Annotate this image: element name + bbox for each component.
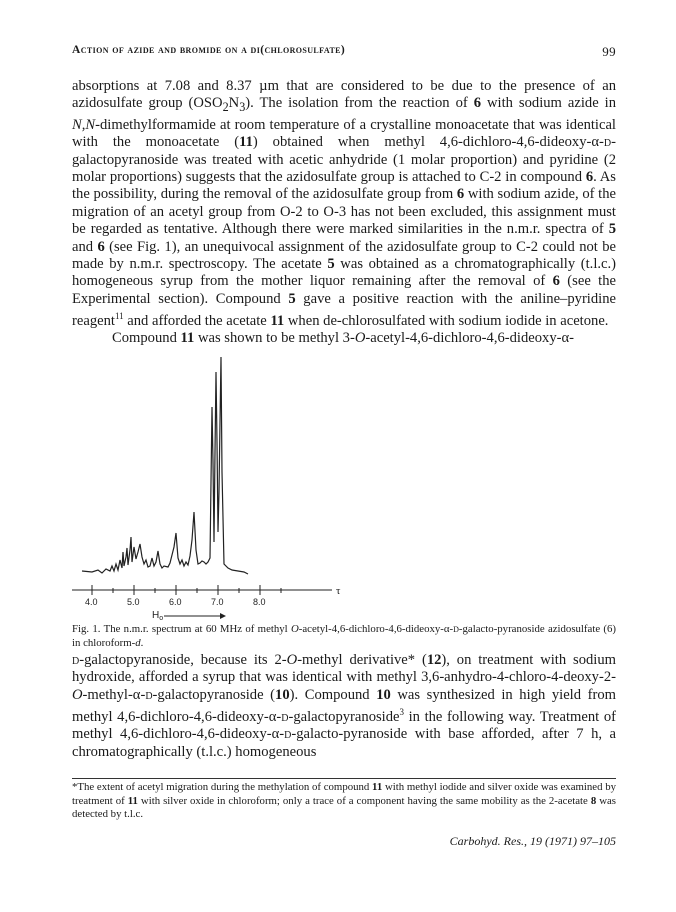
field-arrow-head bbox=[220, 613, 226, 619]
nmr-spectrum bbox=[72, 352, 616, 622]
tau-symbol: τ bbox=[336, 585, 341, 597]
spectrum-trace bbox=[82, 357, 248, 574]
field-label: $H_o$ bbox=[152, 610, 164, 622]
body-text-bottom bbox=[72, 652, 616, 761]
paragraph-3: d-galactopyranoside, because its 2-O-methyl derivative* (12), on treatment with sodium hydroxide, afforded a syrup that was identical with methyl 3,6-anhydro-4-chloro-4-deoxy-2-O-methyl-α-d-galactopyranoside (10). Compound 10 was synthesized in high yield from methyl 4,6-dichloro-4,6-dideoxy-α-d-galactopyranoside$^3$ in the following way. Treatment of methyl 4,6-dichloro-4,6-dideoxy-α-d-galacto-pyranoside with base afforded, after 7 h, a chromatographically (t.l.c.) homogeneous bbox=[72, 652, 617, 760]
footnote-rule bbox=[72, 778, 616, 779]
paragraph-2: Compound 11 was shown to be methyl 3-O-acetyl-4,6-dichloro-4,6-dideoxy-α- bbox=[112, 330, 575, 347]
journal-citation: Carbohyd. Res., 19 (1971) 97–105 bbox=[449, 834, 616, 848]
tick-label-5: 5.0 bbox=[127, 597, 140, 607]
tick-label-8: 8.0 bbox=[253, 597, 266, 607]
body-text-top bbox=[72, 78, 616, 348]
tick-label-7: 7.0 bbox=[211, 597, 224, 607]
figure-caption: Fig. 1. The n.m.r. spectrum at 60 MHz of methyl O-acetyl-4,6-dichloro-4,6-dideoxy-α-d-galacto-pyranoside azidosulfate (6) in chloroform-d. bbox=[72, 623, 616, 649]
running-head bbox=[72, 44, 616, 60]
tick-label-6: 6.0 bbox=[169, 597, 182, 607]
tick-label-4: 4.0 bbox=[85, 597, 98, 607]
page-number: 99 bbox=[602, 44, 616, 59]
running-title: Action of azide and bromide on a di(chlorosulfate) bbox=[72, 44, 346, 56]
footnote: *The extent of acetyl migration during the methylation of compound 11 with methyl iodide and silver oxide was examined by treatment of 11 with silver oxide in chloroform; only a trace of a component having the same mobility as the 2-acetate 8 was detected by t.l.c. bbox=[72, 781, 616, 820]
paragraph-1: absorptions at 7.08 and 8.37 µm that are considered to be due to the presence of an azidosulfate group $(OSO_2N_3)$. The isolation from the reaction of 6 with sodium azide in N,N-dimethylformamide at room temperature of a crystalline monoacetate that was identical with the monoacetate (11) obtained when methyl 4,6-dichloro-4,6-dideoxy-α-d-galactopyranoside was treated with acetic anhydride (1 molar proportion) and pyridine (2 molar proportions) suggests that the azidosulfate group is attached to C-2 in compound 6. As the possibility, during the removal of the azidosulfate group from 6 with sodium azide, of the migration of an acetyl group from O-2 to O-3 has not been excluded, this assignment must be regarded as tentative. Although there were marked similarities in the n.m.r. spectra of 5 and 6 (see Fig. 1), an unequivocal assignment of the azidosulfate group to C-2 could not be made by n.m.r. spectroscopy. The acetate 5 was obtained as a chromatographically (t.l.c.) homogeneous syrup from the mother liquor remaining after the removal of 6 (see the Experimental section). Compound 5 gave a positive reaction with the aniline–pyridine reagent$^{11}$ and afforded the acetate 11 when de-chlorosulfated with sodium iodide in acetone. bbox=[72, 78, 617, 330]
nmr-figure bbox=[72, 352, 616, 622]
